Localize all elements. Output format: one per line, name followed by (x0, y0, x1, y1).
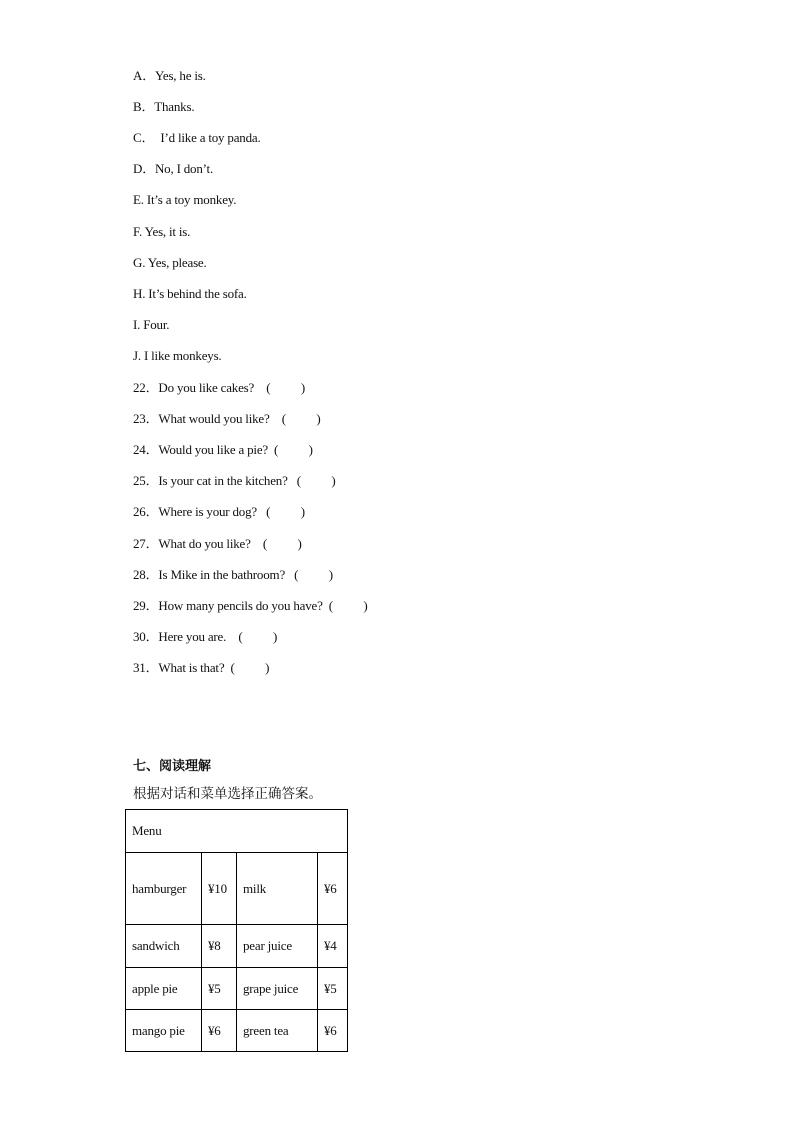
menu-item: sandwich (126, 925, 202, 968)
option-d: D．No, I don’t. (133, 161, 214, 176)
option-f: F. Yes, it is. (133, 224, 191, 239)
menu-price: ¥4 (318, 925, 348, 968)
menu-table (125, 809, 348, 1052)
question-23: 23．What would you like? ( ) (133, 411, 321, 426)
option-i: I. Four. (133, 317, 170, 332)
table-row (126, 968, 348, 1010)
menu-item: apple pie (126, 968, 202, 1010)
table-row (126, 1010, 348, 1052)
menu-item: milk (237, 853, 318, 925)
option-h: H. It’s behind the sofa. (133, 286, 247, 301)
option-j: J. I like monkeys. (133, 348, 222, 363)
question-31: 31．What is that? ( ) (133, 660, 270, 675)
question-27: 27．What do you like? ( ) (133, 536, 302, 551)
option-g: G. Yes, please. (133, 255, 207, 270)
option-c: C． I’d like a toy panda. (133, 130, 261, 145)
menu-price: ¥6 (202, 1010, 237, 1052)
menu-title: Menu (126, 810, 348, 853)
menu-price: ¥5 (318, 968, 348, 1010)
menu-item: mango pie (126, 1010, 202, 1052)
option-a: A．Yes, he is. (133, 68, 206, 83)
menu-price: ¥8 (202, 925, 237, 968)
question-30: 30．Here you are. ( ) (133, 629, 278, 644)
option-e: E. It’s a toy monkey. (133, 192, 237, 207)
question-28: 28．Is Mike in the bathroom? ( ) (133, 567, 333, 582)
section-title: 七、阅读理解 (133, 759, 212, 774)
question-26: 26．Where is your dog? ( ) (133, 504, 305, 519)
menu-item: green tea (237, 1010, 318, 1052)
section-instruction: 根据对话和菜单选择正确答案。 (133, 786, 322, 802)
question-29: 29．How many pencils do you have? ( ) (133, 598, 368, 613)
table-row (126, 853, 348, 925)
menu-price: ¥6 (318, 1010, 348, 1052)
menu-title-row (126, 810, 348, 853)
table-row (126, 925, 348, 968)
question-22: 22．Do you like cakes? ( ) (133, 380, 306, 395)
question-25: 25．Is your cat in the kitchen? ( ) (133, 473, 336, 488)
menu-price: ¥10 (202, 853, 237, 925)
menu-price: ¥6 (318, 853, 348, 925)
question-24: 24．Would you like a pie? ( ) (133, 442, 313, 457)
menu-item: hamburger (126, 853, 202, 925)
menu-item: pear juice (237, 925, 318, 968)
menu-price: ¥5 (202, 968, 237, 1010)
option-b: B．Thanks. (133, 99, 195, 114)
menu-item: grape juice (237, 968, 318, 1010)
